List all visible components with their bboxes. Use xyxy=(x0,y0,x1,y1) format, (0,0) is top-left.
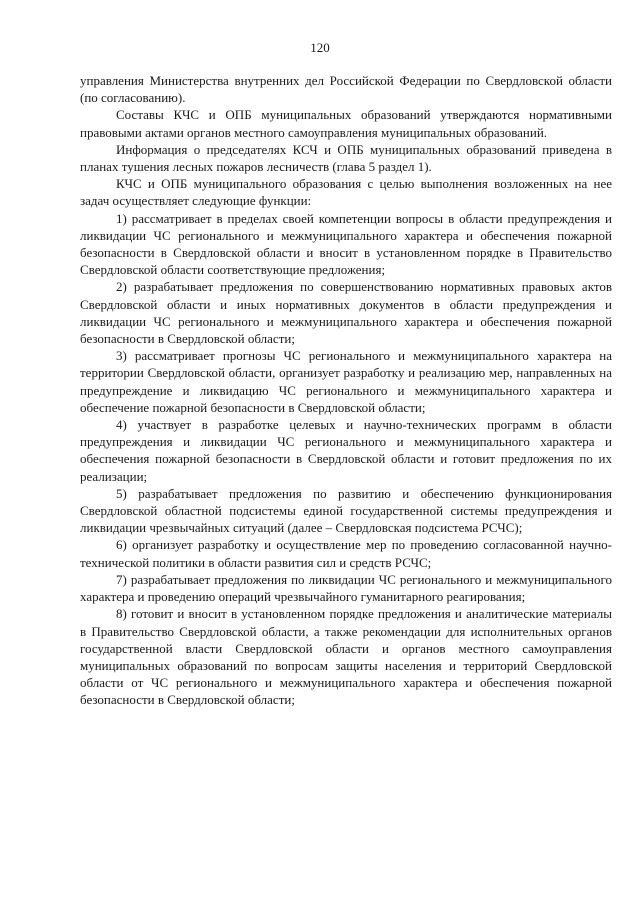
page-number: 120 xyxy=(310,40,330,55)
paragraph: управления Министерства внутренних дел Российской Федерации по Свердловской области (по согласованию). xyxy=(80,73,612,106)
list-item: 3) рассматривает прогнозы ЧС регионального и межмуниципального характера на территории Свердловской области, организует разработку и реализацию мер, направленных на предупреждение и ликвидацию ЧС регионального и межмуниципального характера и обеспечение пожарной безопасности в Свердловской области; xyxy=(80,348,612,415)
document-body xyxy=(80,72,612,709)
paragraph: Информация о председателях КСЧ и ОПБ муниципальных образований приведена в планах тушения лесных пожаров лесничеств (глава 5 раздел 1). xyxy=(80,141,612,175)
list-item: 1) рассматривает в пределах своей компетенции вопросы в области предупреждения и ликвидации ЧС регионального и межмуниципального характера и обеспечения пожарной безопасности в Свердловской области и вносит в установленном порядке в Правительство Свердловской области соответствующие предложения; xyxy=(80,210,612,278)
list-item: 6) организует разработку и осуществление мер по проведению согласованной научно-технической политики в области развития сил и средств РСЧС; xyxy=(80,537,612,570)
list-item: 8) готовит и вносит в установленном порядке предложения и аналитические материалы в Правительство Свердловской области, а также рекомендации для исполнительных органов государственной власти Свердловской области и органов местного самоуправления муниципальных образований по вопросам защиты населения и территорий Свердловской области от ЧС регионального и межмуниципального характера и обеспечения пожарной безопасности в Свердловской области; xyxy=(80,606,612,708)
list-item: 7) разрабатывает предложения по ликвидации ЧС регионального и межмуниципального характера и проведению операций чрезвычайного гуманитарного реагирования; xyxy=(80,571,612,605)
list-item: 5) разрабатывает предложения по развитию и обеспечению функционирования Свердловской областной подсистемы единой государственной системы предупреждения и ликвидации чрезвычайных ситуаций (далее – Свердловская подсистема РСЧС); xyxy=(80,485,612,536)
list-item: 4) участвует в разработке целевых и научно-технических программ в области предупреждения и ликвидации ЧС регионального и межмуниципального характера и обеспечения пожарной безопасности в Свердловской области и готовит предложения по их реализации; xyxy=(80,417,612,484)
paragraph: КЧС и ОПБ муниципального образования с целью выполнения возложенных на нее задач осуществляет следующие функции: xyxy=(80,176,612,209)
paragraph: Составы КЧС и ОПБ муниципальных образований утверждаются нормативными правовыми актами органов местного самоуправления муниципальных образований. xyxy=(80,107,612,140)
list-item: 2) разрабатывает предложения по совершенствованию нормативных правовых актов Свердловской области и иных нормативных документов в области предупреждения и ликвидации ЧС регионального и межмуниципального характера и обеспечения пожарной безопасности в Свердловской области; xyxy=(80,279,612,347)
